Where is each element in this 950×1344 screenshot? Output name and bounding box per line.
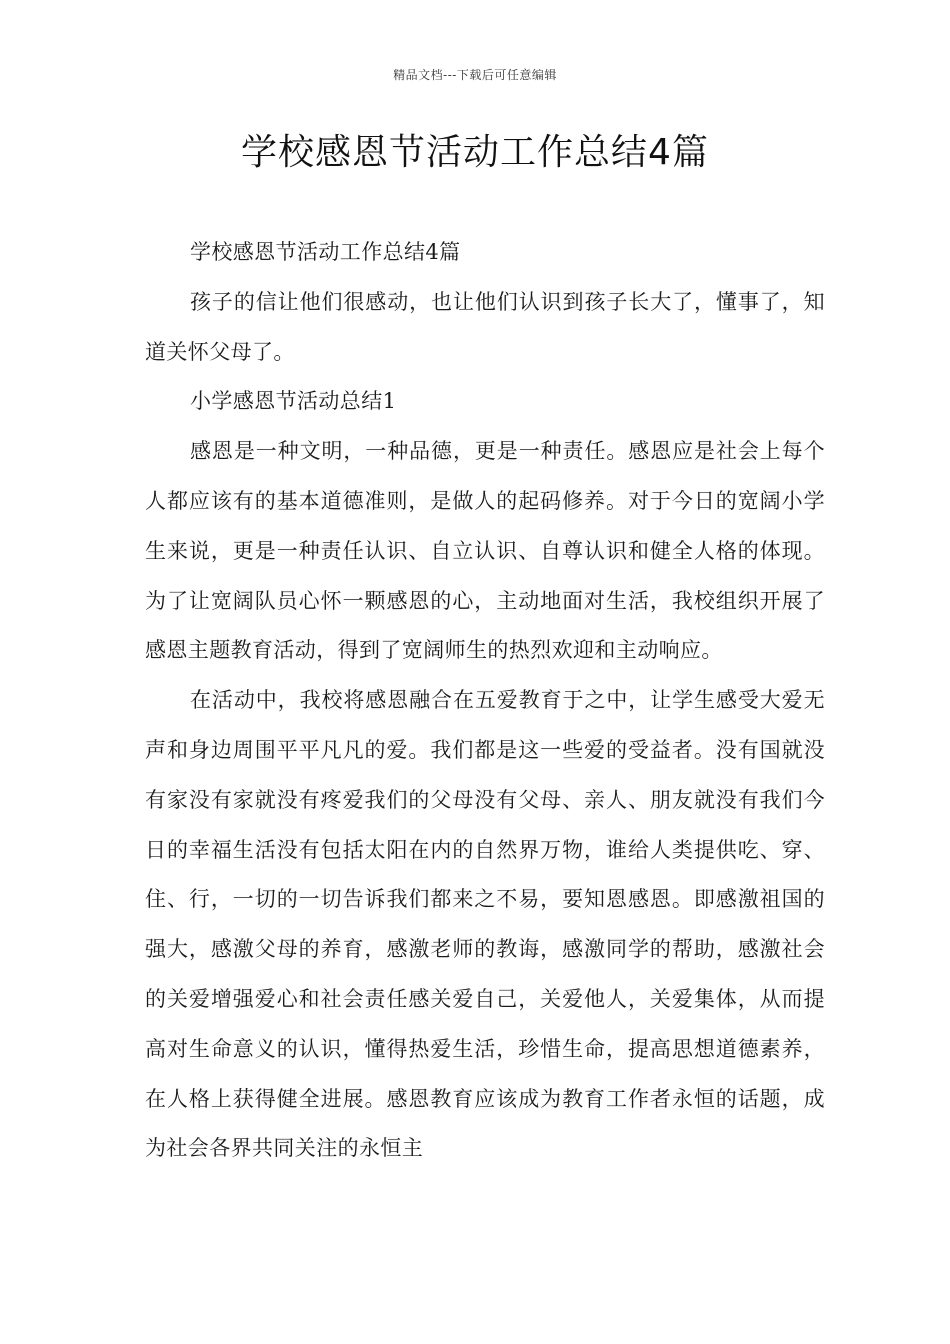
document-body [145, 228, 825, 1174]
paragraph-intro: 孩子的信让他们很感动，也让他们认识到孩子长大了，懂事了，知道关怀父母了。 [145, 289, 825, 364]
header-note: 精品文档---下载后可任意编辑 [393, 68, 557, 82]
paragraph-gratitude: 感恩是一种文明，一种品德，更是一种责任。感恩应是社会上每个人都应该有的基本道德准则，是做人的起码修养。对于今日的宽阔小学生来说，更是一种责任认识、自立认识、自尊认识和健全人格的体现。为了让宽阔队员心怀一颗感恩的心，主动地面对生活，我校组织开展了感恩主题教育活动，得到了宽阔师生的热烈欢迎和主动响应。 [145, 439, 825, 663]
paragraph-activity: 在活动中，我校将感恩融合在五爱教育于之中，让学生感受大爱无声和身边周围平平凡凡的爱。我们都是这一些爱的受益者。没有国就没有家没有家就没有疼爱我们的父母没有父母、亲人、朋友就没有我们今日的幸福生活没有包括太阳在内的自然界万物，谁给人类提供吃、穿、住、行，一切的一切告诉我们都来之不易，要知恩感恩。即感激祖国的强大，感激父母的养育，感激老师的教诲，感激同学的帮助，感激社会的关爱增强爱心和社会责任感关爱自己，关爱他人，关爱集体，从而提高对生命意义的认识，懂得热爱生活，珍惜生命，提高思想道德素养，在人格上获得健全进展。感恩教育应该成为教育工作者永恒的话题，成为社会各界共同关注的永恒主 [145, 688, 825, 1161]
document-title: 学校感恩节活动工作总结4篇 [241, 132, 709, 173]
paragraph-subtitle: 学校感恩节活动工作总结4篇 [190, 240, 461, 264]
paragraph-section-heading: 小学感恩节活动总结1 [190, 389, 397, 414]
